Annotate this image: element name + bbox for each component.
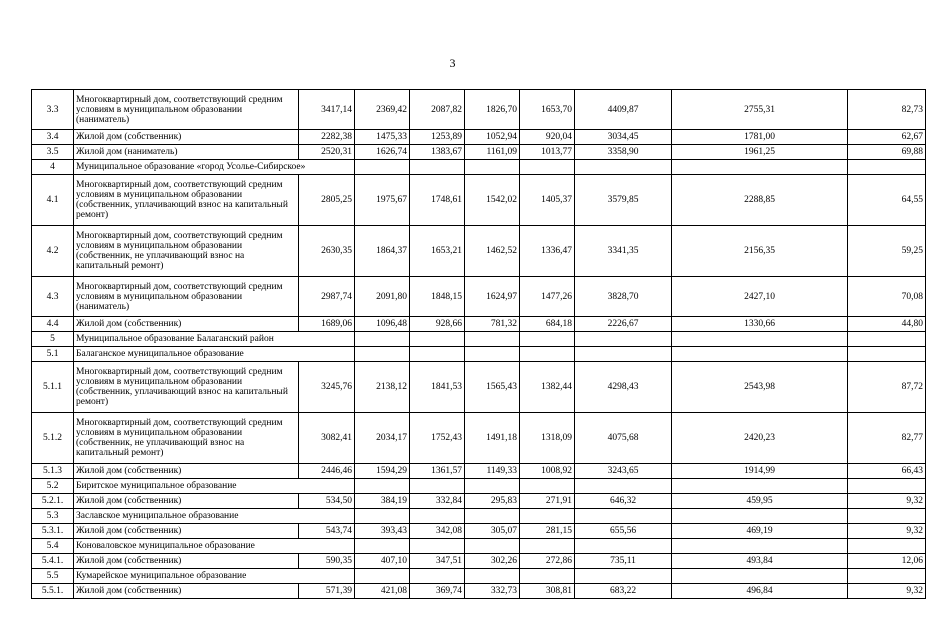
empty-cell — [575, 509, 672, 524]
row-number: 4.1 — [32, 175, 74, 226]
housing-type-cell: Жилой дом (собственник) — [74, 317, 299, 332]
value-cell: 271,91 — [520, 494, 575, 509]
value-cell: 1383,67 — [410, 145, 465, 160]
value-cell: 781,32 — [465, 317, 520, 332]
empty-cell — [465, 479, 520, 494]
value-cell: 684,18 — [520, 317, 575, 332]
section-title: Муниципальное образование Балаганский район — [74, 332, 355, 347]
empty-cell — [410, 509, 465, 524]
value-cell: 1052,94 — [465, 130, 520, 145]
value-cell: 1848,15 — [410, 277, 465, 317]
value-cell: 1361,57 — [410, 464, 465, 479]
value-cell: 421,08 — [355, 584, 410, 599]
empty-cell — [848, 332, 926, 347]
empty-cell — [520, 160, 575, 175]
section-title: Кумарейское муниципальное образование — [74, 569, 355, 584]
empty-cell — [520, 347, 575, 362]
value-cell: 2520,31 — [299, 145, 355, 160]
value-cell: 4298,43 — [575, 362, 672, 413]
empty-cell — [672, 569, 848, 584]
value-cell: 2282,38 — [299, 130, 355, 145]
value-cell: 1594,29 — [355, 464, 410, 479]
table-row — [32, 130, 926, 145]
value-cell: 407,10 — [355, 554, 410, 569]
value-cell: 1826,70 — [465, 90, 520, 130]
value-cell: 2288,85 — [672, 175, 848, 226]
value-cell: 1013,77 — [520, 145, 575, 160]
empty-cell — [355, 539, 410, 554]
value-cell: 1841,53 — [410, 362, 465, 413]
value-cell: 66,43 — [848, 464, 926, 479]
value-cell: 2805,25 — [299, 175, 355, 226]
table-section-row — [32, 569, 926, 584]
table-section-row — [32, 539, 926, 554]
value-cell: 4075,68 — [575, 413, 672, 464]
empty-cell — [520, 509, 575, 524]
value-cell: 1864,37 — [355, 226, 410, 277]
value-cell: 459,95 — [672, 494, 848, 509]
value-cell: 281,15 — [520, 524, 575, 539]
empty-cell — [410, 160, 465, 175]
housing-type-cell: Жилой дом (собственник) — [74, 584, 299, 599]
value-cell: 295,83 — [465, 494, 520, 509]
value-cell: 2226,67 — [575, 317, 672, 332]
empty-cell — [465, 509, 520, 524]
row-number: 4.4 — [32, 317, 74, 332]
value-cell: 1336,47 — [520, 226, 575, 277]
empty-cell — [848, 509, 926, 524]
empty-cell — [465, 332, 520, 347]
value-cell: 308,81 — [520, 584, 575, 599]
value-cell: 469,19 — [672, 524, 848, 539]
value-cell: 1161,09 — [465, 145, 520, 160]
page-number: 3 — [449, 56, 456, 70]
value-cell: 3034,45 — [575, 130, 672, 145]
row-number: 5.4 — [32, 539, 74, 554]
value-cell: 1653,70 — [520, 90, 575, 130]
housing-type-cell: Жилой дом (собственник) — [74, 464, 299, 479]
empty-cell — [672, 347, 848, 362]
value-cell: 3358,90 — [575, 145, 672, 160]
empty-cell — [575, 160, 672, 175]
table-row — [32, 584, 926, 599]
value-cell: 2034,17 — [355, 413, 410, 464]
row-number: 5.1.2 — [32, 413, 74, 464]
empty-cell — [848, 539, 926, 554]
empty-cell — [520, 569, 575, 584]
value-cell: 590,35 — [299, 554, 355, 569]
value-cell: 2987,74 — [299, 277, 355, 317]
table-row — [32, 317, 926, 332]
empty-cell — [355, 569, 410, 584]
value-cell: 493,84 — [672, 554, 848, 569]
table-row — [32, 145, 926, 160]
value-cell: 1914,99 — [672, 464, 848, 479]
value-cell: 70,08 — [848, 277, 926, 317]
value-cell: 342,08 — [410, 524, 465, 539]
value-cell: 1542,02 — [465, 175, 520, 226]
empty-cell — [465, 539, 520, 554]
tariff-table — [31, 89, 926, 599]
value-cell: 1781,00 — [672, 130, 848, 145]
value-cell: 2543,98 — [672, 362, 848, 413]
value-cell: 3579,85 — [575, 175, 672, 226]
empty-cell — [355, 509, 410, 524]
table-section-row — [32, 509, 926, 524]
value-cell: 1382,44 — [520, 362, 575, 413]
value-cell: 3417,14 — [299, 90, 355, 130]
empty-cell — [575, 539, 672, 554]
table-section-row — [32, 479, 926, 494]
value-cell: 1565,43 — [465, 362, 520, 413]
value-cell: 59,25 — [848, 226, 926, 277]
housing-type-cell: Многоквартирный дом, соответствующий средним условиям в муниципальном образовании (собственник, уплачивающий взнос на капитальный ремонт) — [74, 362, 299, 413]
value-cell: 3341,35 — [575, 226, 672, 277]
empty-cell — [575, 569, 672, 584]
value-cell: 683,22 — [575, 584, 672, 599]
value-cell: 3245,76 — [299, 362, 355, 413]
value-cell: 1653,21 — [410, 226, 465, 277]
value-cell: 534,50 — [299, 494, 355, 509]
empty-cell — [465, 160, 520, 175]
value-cell: 2420,23 — [672, 413, 848, 464]
section-title: Коноваловское муниципальное образование — [74, 539, 355, 554]
value-cell: 1748,61 — [410, 175, 465, 226]
housing-type-cell: Жилой дом (собственник) — [74, 494, 299, 509]
empty-cell — [575, 479, 672, 494]
value-cell: 305,07 — [465, 524, 520, 539]
row-number: 5.1 — [32, 347, 74, 362]
value-cell: 1475,33 — [355, 130, 410, 145]
table-row — [32, 524, 926, 539]
table-row — [32, 226, 926, 277]
value-cell: 3082,41 — [299, 413, 355, 464]
value-cell: 2755,31 — [672, 90, 848, 130]
housing-type-cell: Жилой дом (наниматель) — [74, 145, 299, 160]
value-cell: 1961,25 — [672, 145, 848, 160]
housing-type-cell: Многоквартирный дом, соответствующий средним условиям в муниципальном образовании (собственник, уплачивающий взнос на капитальный ремонт) — [74, 175, 299, 226]
empty-cell — [410, 347, 465, 362]
value-cell: 1318,09 — [520, 413, 575, 464]
empty-cell — [410, 479, 465, 494]
value-cell: 2630,35 — [299, 226, 355, 277]
value-cell: 496,84 — [672, 584, 848, 599]
value-cell: 928,66 — [410, 317, 465, 332]
empty-cell — [672, 479, 848, 494]
value-cell: 332,84 — [410, 494, 465, 509]
table-row — [32, 362, 926, 413]
housing-type-cell: Жилой дом (собственник) — [74, 554, 299, 569]
empty-cell — [848, 347, 926, 362]
table-row — [32, 554, 926, 569]
table-row — [32, 464, 926, 479]
value-cell: 332,73 — [465, 584, 520, 599]
value-cell: 9,32 — [848, 494, 926, 509]
row-number: 4.2 — [32, 226, 74, 277]
value-cell: 69,88 — [848, 145, 926, 160]
value-cell: 655,56 — [575, 524, 672, 539]
value-cell: 9,32 — [848, 584, 926, 599]
value-cell: 44,80 — [848, 317, 926, 332]
value-cell: 272,86 — [520, 554, 575, 569]
row-number: 3.3 — [32, 90, 74, 130]
table-row — [32, 175, 926, 226]
value-cell: 64,55 — [848, 175, 926, 226]
value-cell: 1752,43 — [410, 413, 465, 464]
table-row — [32, 413, 926, 464]
value-cell: 1462,52 — [465, 226, 520, 277]
table-row — [32, 494, 926, 509]
empty-cell — [672, 160, 848, 175]
value-cell: 543,74 — [299, 524, 355, 539]
value-cell: 2156,35 — [672, 226, 848, 277]
value-cell: 571,39 — [299, 584, 355, 599]
value-cell: 920,04 — [520, 130, 575, 145]
value-cell: 369,74 — [410, 584, 465, 599]
value-cell: 82,73 — [848, 90, 926, 130]
empty-cell — [672, 539, 848, 554]
value-cell: 1975,67 — [355, 175, 410, 226]
empty-cell — [520, 539, 575, 554]
housing-type-cell: Жилой дом (собственник) — [74, 130, 299, 145]
empty-cell — [465, 347, 520, 362]
empty-cell — [410, 332, 465, 347]
value-cell: 1253,89 — [410, 130, 465, 145]
value-cell: 1330,66 — [672, 317, 848, 332]
empty-cell — [520, 332, 575, 347]
empty-cell — [355, 160, 410, 175]
value-cell: 2087,82 — [410, 90, 465, 130]
value-cell: 1008,92 — [520, 464, 575, 479]
empty-cell — [672, 332, 848, 347]
row-number: 5.5 — [32, 569, 74, 584]
value-cell: 62,67 — [848, 130, 926, 145]
section-title: Балаганское муниципальное образование — [74, 347, 355, 362]
value-cell: 384,19 — [355, 494, 410, 509]
value-cell: 302,26 — [465, 554, 520, 569]
value-cell: 87,72 — [848, 362, 926, 413]
value-cell: 2427,10 — [672, 277, 848, 317]
empty-cell — [355, 479, 410, 494]
value-cell: 1405,37 — [520, 175, 575, 226]
empty-cell — [410, 569, 465, 584]
value-cell: 4409,87 — [575, 90, 672, 130]
value-cell: 1149,33 — [465, 464, 520, 479]
housing-type-cell: Многоквартирный дом, соответствующий средним условиям в муниципальном образовании (наниматель) — [74, 277, 299, 317]
row-number: 5.3 — [32, 509, 74, 524]
value-cell: 82,77 — [848, 413, 926, 464]
empty-cell — [355, 332, 410, 347]
value-cell: 3828,70 — [575, 277, 672, 317]
row-number: 5.5.1. — [32, 584, 74, 599]
empty-cell — [520, 479, 575, 494]
empty-cell — [848, 569, 926, 584]
table-section-row — [32, 332, 926, 347]
value-cell: 2138,12 — [355, 362, 410, 413]
row-number: 5.2 — [32, 479, 74, 494]
table-row — [32, 277, 926, 317]
empty-cell — [575, 347, 672, 362]
empty-cell — [672, 509, 848, 524]
value-cell: 1624,97 — [465, 277, 520, 317]
empty-cell — [465, 569, 520, 584]
row-number: 5.4.1. — [32, 554, 74, 569]
section-title: Биритское муниципальное образование — [74, 479, 355, 494]
table-section-row — [32, 160, 926, 175]
row-number: 4 — [32, 160, 74, 175]
table-row — [32, 90, 926, 130]
row-number: 3.5 — [32, 145, 74, 160]
empty-cell — [355, 347, 410, 362]
row-number: 3.4 — [32, 130, 74, 145]
empty-cell — [848, 160, 926, 175]
row-number: 5.3.1. — [32, 524, 74, 539]
value-cell: 1491,18 — [465, 413, 520, 464]
value-cell: 9,32 — [848, 524, 926, 539]
value-cell: 2446,46 — [299, 464, 355, 479]
table-section-row — [32, 347, 926, 362]
value-cell: 2091,80 — [355, 277, 410, 317]
value-cell: 3243,65 — [575, 464, 672, 479]
section-title: Муниципальное образование «город Усолье-Сибирское» — [74, 160, 355, 175]
housing-type-cell: Жилой дом (собственник) — [74, 524, 299, 539]
row-number: 5.1.1 — [32, 362, 74, 413]
housing-type-cell: Многоквартирный дом, соответствующий средним условиям в муниципальном образовании (наниматель) — [74, 90, 299, 130]
value-cell: 393,43 — [355, 524, 410, 539]
empty-cell — [575, 332, 672, 347]
value-cell: 1096,48 — [355, 317, 410, 332]
housing-type-cell: Многоквартирный дом, соответствующий средним условиям в муниципальном образовании (собственник, не уплачивающий взнос на капитальный ремонт) — [74, 226, 299, 277]
value-cell: 12,06 — [848, 554, 926, 569]
value-cell: 1689,06 — [299, 317, 355, 332]
section-title: Заславское муниципальное образование — [74, 509, 355, 524]
empty-cell — [848, 479, 926, 494]
housing-type-cell: Многоквартирный дом, соответствующий средним условиям в муниципальном образовании (собственник, не уплачивающий взнос на капитальный ремонт) — [74, 413, 299, 464]
value-cell: 735,11 — [575, 554, 672, 569]
value-cell: 1477,26 — [520, 277, 575, 317]
empty-cell — [410, 539, 465, 554]
row-number: 5.1.3 — [32, 464, 74, 479]
row-number: 4.3 — [32, 277, 74, 317]
row-number: 5 — [32, 332, 74, 347]
value-cell: 1626,74 — [355, 145, 410, 160]
value-cell: 2369,42 — [355, 90, 410, 130]
value-cell: 347,51 — [410, 554, 465, 569]
row-number: 5.2.1. — [32, 494, 74, 509]
value-cell: 646,32 — [575, 494, 672, 509]
